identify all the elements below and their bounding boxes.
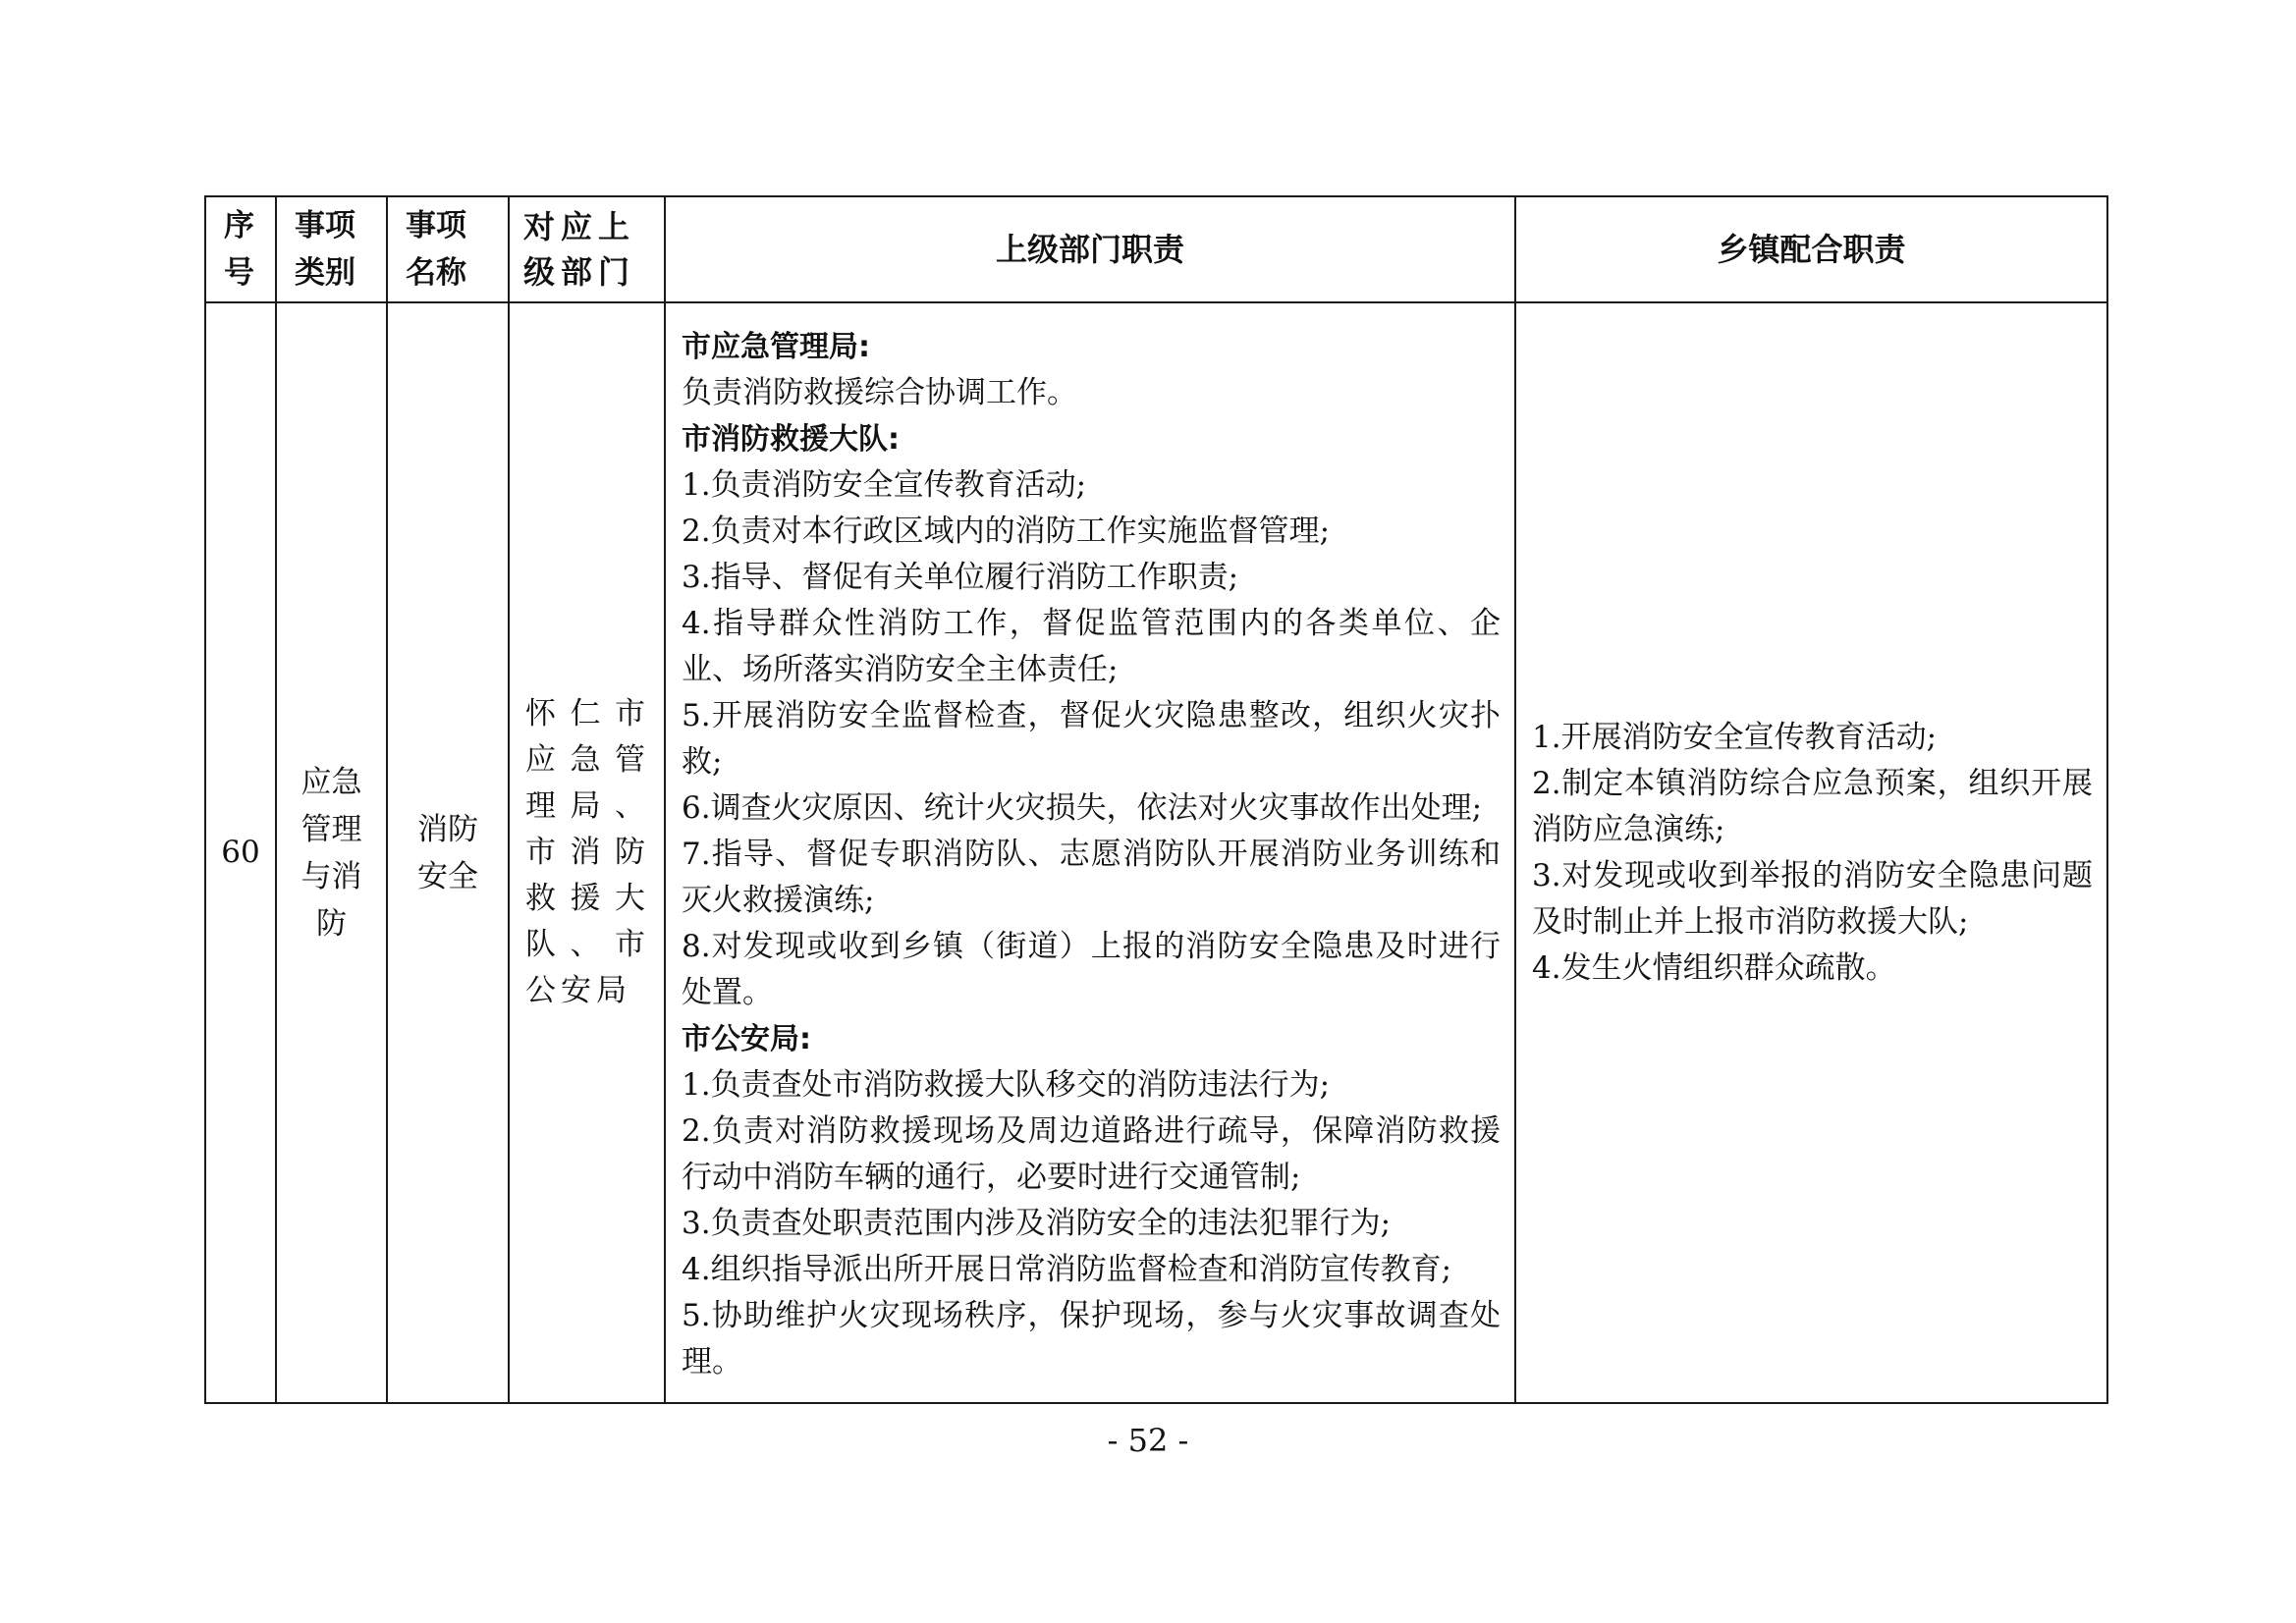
header-category: 事项类别 bbox=[276, 196, 387, 302]
duty-table bbox=[204, 195, 2108, 1404]
cell-name: 消防安全 bbox=[387, 302, 509, 1403]
org-title: 市公安局: bbox=[682, 1022, 811, 1056]
duty-item: 2.负责对本行政区域内的消防工作实施监督管理; bbox=[682, 514, 1331, 549]
duty-item: 3.负责查处职责范围内涉及消防安全的违法犯罪行为; bbox=[682, 1206, 1392, 1241]
duty-item: 2.负责对消防救援现场及周边道路进行疏导，保障消防救援行动中消防车辆的通行，必要时进行交通管制; bbox=[682, 1113, 1501, 1195]
org-title: 市应急管理局: bbox=[682, 330, 870, 364]
header-name: 事项名称 bbox=[387, 196, 509, 302]
duty-item: 8.对发现或收到乡镇（街道）上报的消防安全隐患及时进行处置。 bbox=[682, 929, 1501, 1010]
cell-dept: 怀仁市应急管理局、市消防救援大队、市公安局 bbox=[509, 302, 665, 1403]
header-upper-duty: 上级部门职责 bbox=[665, 196, 1515, 302]
table-row bbox=[205, 302, 2107, 1403]
town-duty-item: 1.开展消防安全宣传教育活动; bbox=[1532, 719, 1938, 755]
duty-item: 5.开展消防安全监督检查，督促火灾隐患整改，组织火灾扑救; bbox=[682, 698, 1501, 780]
org-title: 市消防救援大队: bbox=[682, 422, 900, 457]
duty-item: 3.指导、督促有关单位履行消防工作职责; bbox=[682, 560, 1239, 595]
cell-seq: 60 bbox=[205, 302, 276, 1403]
duty-item: 5.协助维护火灾现场秩序，保护现场，参与火灾事故调查处理。 bbox=[682, 1298, 1501, 1380]
duty-item: 4.组织指导派出所开展日常消防监督检查和消防宣传教育; bbox=[682, 1252, 1452, 1287]
town-duty-item: 2.制定本镇消防综合应急预案，组织开展消防应急演练; bbox=[1532, 765, 2093, 847]
duty-item: 1.负责消防安全宣传教育活动; bbox=[682, 467, 1087, 503]
table-header-row bbox=[205, 196, 2107, 302]
duty-item: 7.指导、督促专职消防队、志愿消防队开展消防业务训练和灭火救援演练; bbox=[682, 837, 1501, 918]
duty-item: 负责消防救援综合协调工作。 bbox=[682, 375, 1077, 410]
header-town-duty: 乡镇配合职责 bbox=[1515, 196, 2107, 302]
header-dept: 对应上级部门 bbox=[509, 196, 665, 302]
town-duty-item: 3.对发现或收到举报的消防安全隐患问题及时制止并上报市消防救援大队; bbox=[1532, 857, 2093, 940]
duty-item: 6.调查火灾原因、统计火灾损失，依法对火灾事故作出处理; bbox=[682, 790, 1483, 826]
town-duty-item: 4.发生火情组织群众疏散。 bbox=[1532, 949, 1896, 986]
duty-item: 1.负责查处市消防救援大队移交的消防违法行为; bbox=[682, 1067, 1331, 1103]
duty-item: 4.指导群众性消防工作，督促监管范围内的各类单位、企业、场所落实消防安全主体责任; bbox=[682, 606, 1501, 687]
cell-category: 应急管理与消防 bbox=[276, 302, 387, 1403]
cell-town-duties bbox=[1515, 302, 2107, 1403]
cell-upper-duties bbox=[665, 302, 1515, 1403]
header-seq: 序号 bbox=[205, 196, 276, 302]
page-number: - 52 - bbox=[1107, 1422, 1189, 1459]
